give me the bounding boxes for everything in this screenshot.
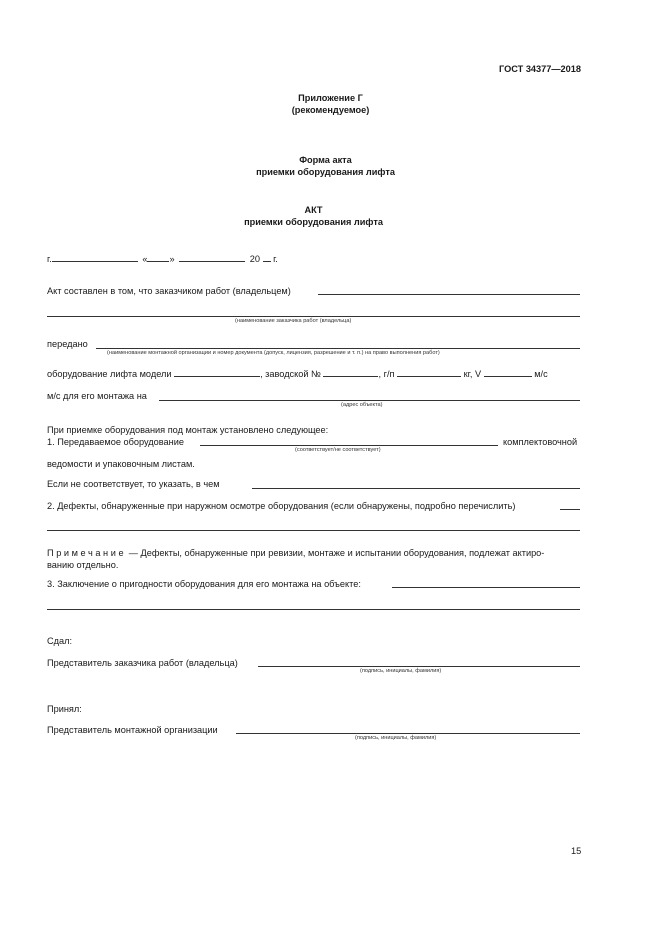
install-site-label: м/с для его монтажа на (47, 391, 147, 401)
note-label: Примечание (47, 548, 127, 558)
act-title-line1: АКТ (304, 205, 323, 215)
year-field[interactable] (263, 252, 271, 262)
capacity-field[interactable] (397, 367, 461, 377)
date-line (47, 252, 278, 265)
appendix-title: Приложение Г (298, 93, 363, 103)
city-prefix: г. (47, 254, 52, 264)
item2-text: 2. Дефекты, обнаруженные при наружном осмотре оборудования (если обнаружены, подробно перечислить) (47, 501, 516, 511)
conclusion-field[interactable] (392, 587, 580, 588)
kg-label: кг, V (463, 369, 482, 379)
page-number: 15 (571, 846, 582, 856)
model-field[interactable] (174, 367, 260, 377)
form-title-line2: приемки оборудования лифта (256, 167, 395, 177)
item1-end: комплектовочной (503, 437, 578, 447)
mismatch-field[interactable] (252, 488, 580, 489)
speed-field[interactable] (484, 367, 532, 377)
gp-label: , г/п (378, 369, 395, 379)
item1-cont: ведомости и упаковочным листам. (47, 459, 195, 469)
installer-caption: (наименование монтажной организации и номер документа (допуск, лицензия, разрешение и т. п.) на право выполнения работ) (107, 350, 440, 356)
city-field[interactable] (52, 252, 138, 262)
note-line2: ванию отдельно. (47, 560, 119, 570)
quote-open: « (142, 254, 148, 264)
installer-signature-caption: (подпись, инициалы, фамилия) (355, 735, 437, 741)
accepted-label: Принял: (47, 704, 82, 714)
item1-start: 1. Передаваемое оборудование (47, 437, 184, 447)
serial-label: , заводской № (260, 369, 321, 379)
appendix-note: (рекомендуемое) (291, 105, 370, 115)
serial-field[interactable] (323, 367, 378, 377)
equipment-line (47, 367, 548, 380)
year-prefix: 20 (249, 254, 260, 264)
customer-field[interactable] (318, 294, 580, 295)
customer-signature-caption: (подпись, инициалы, фамилия) (360, 668, 442, 674)
customer-rep-label: Представитель заказчика работ (владельца) (47, 658, 238, 668)
customer-field-2[interactable] (47, 316, 580, 317)
installer-signature-field[interactable] (236, 733, 580, 734)
installer-field[interactable] (96, 348, 580, 349)
conclusion-text: 3. Заключение о пригодности оборудования для его монтажа на объекте: (47, 579, 361, 589)
standard-number: ГОСТ 34377—2018 (499, 64, 581, 74)
defects-field-2[interactable] (47, 530, 580, 531)
year-suffix: г. (273, 254, 278, 264)
speed-unit: м/с (534, 369, 548, 379)
form-title-line1: Форма акта (299, 155, 352, 165)
address-caption: (адрес объекта) (341, 402, 383, 408)
transferred-label: передано (47, 339, 88, 349)
note-line1 (47, 547, 544, 559)
act-title-line2: приемки оборудования лифта (244, 217, 383, 227)
conformity-field[interactable] (200, 445, 498, 446)
note-text-1: — Дефекты, обнаруженные при ревизии, монтаже и испытании оборудования, подлежат актиро- (128, 548, 545, 558)
installer-rep-label: Представитель монтажной организации (47, 725, 218, 735)
conclusion-field-2[interactable] (47, 609, 580, 610)
compiled-text: Акт составлен в том, что заказчиком работ (владельцем) (47, 286, 291, 296)
quote-close: » (169, 254, 175, 264)
findings-intro: При приемке оборудования под монтаж установлено следующее: (47, 425, 329, 435)
customer-signature-field[interactable] (258, 666, 580, 667)
handed-over-label: Сдал: (47, 636, 73, 646)
month-field[interactable] (179, 252, 245, 262)
defects-field[interactable] (560, 509, 580, 510)
conformity-caption: (соответствует/не соответствует) (295, 447, 381, 453)
customer-caption: (наименование заказчика работ (владельца) (235, 318, 352, 324)
address-field[interactable] (159, 400, 580, 401)
model-label: оборудование лифта модели (47, 369, 172, 379)
day-field[interactable] (147, 252, 169, 262)
mismatch-label: Если не соответствует, то указать, в чем (47, 479, 220, 489)
